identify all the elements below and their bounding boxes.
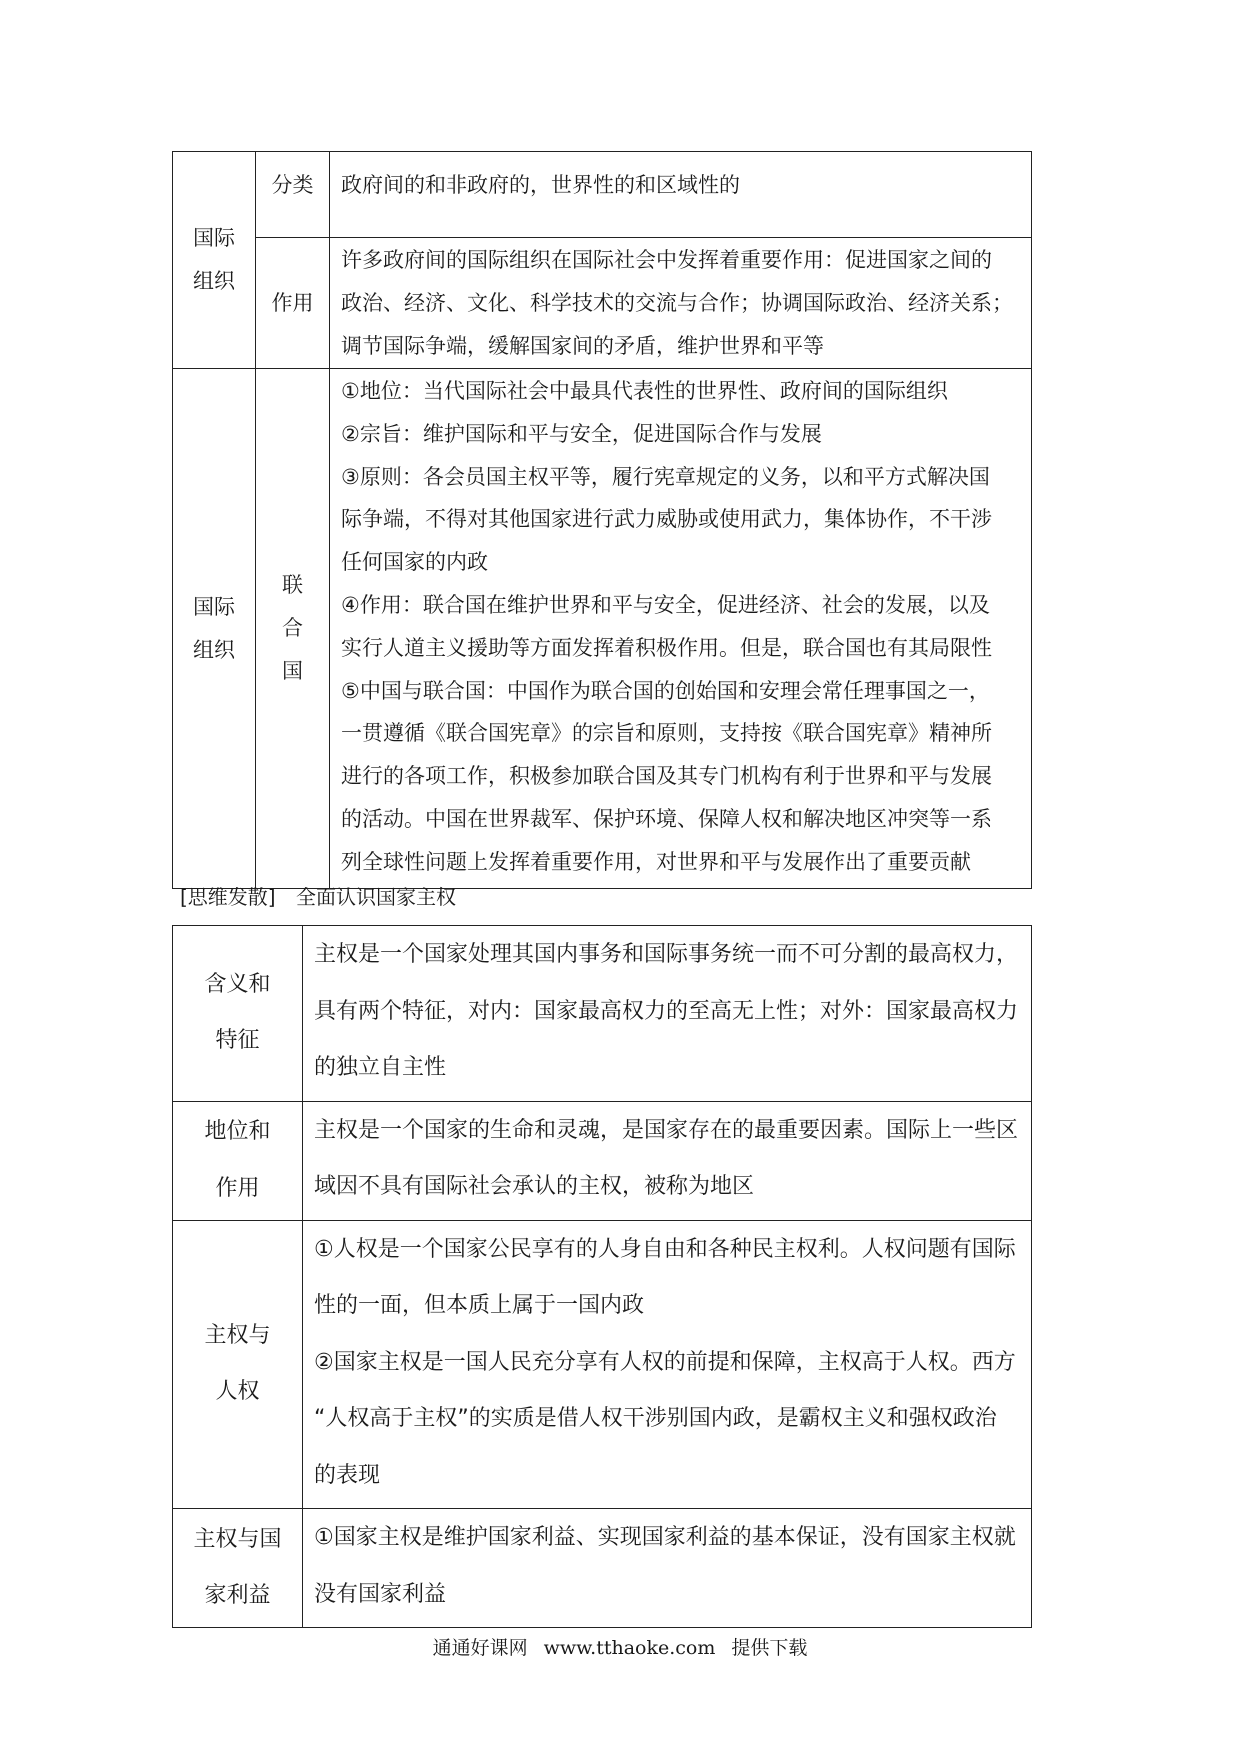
- function-text: 许多政府间的国际组织在国际社会中发挥着重要作用：促进国家之间的 政治、经济、文化、科学技术的交流与合作；协调国际政治、经济关系； 调节国际争端，缓解国家间的矛盾，维护世界和平等: [330, 238, 1032, 369]
- footer-site-name: 通通好课网: [432, 1637, 528, 1659]
- subheader-classification: 分类: [256, 152, 330, 238]
- subheader-function: 作用: [256, 238, 330, 369]
- row-header-intl-org-2: 国际 组织: [173, 369, 256, 889]
- row-header-meaning: 含义和 特征: [173, 926, 303, 1102]
- footer-url: www.tthaoke.com: [543, 1637, 716, 1659]
- footer-note: 提供下载: [731, 1637, 808, 1659]
- row-header-national-interest: 主权与国 家利益: [173, 1509, 303, 1628]
- page-footer: [0, 1633, 1240, 1660]
- caption-title: 全面认识国家主权: [295, 885, 456, 909]
- classification-text: 政府间的和非政府的，世界性的和区域性的: [330, 152, 1032, 238]
- human-rights-text: ①人权是一个国家公民享有的人身自由和各种民主权利。人权问题有国际 性的一面，但本质上属于一国内政 ②国家主权是一国人民充分享有人权的前提和保障，主权高于人权。西方 “人权高于主权”的实质是借人权干涉别国内政，是霸权主义和强权政治 的表现: [303, 1220, 1032, 1509]
- national-sovereignty-table: [172, 925, 1032, 1628]
- row-header-intl-org: 国际 组织: [173, 152, 256, 369]
- meaning-text: 主权是一个国家处理其国内事务和国际事务统一而不可分割的最高权力， 具有两个特征，对内：国家最高权力的至高无上性；对外：国家最高权力 的独立自主性: [303, 926, 1032, 1102]
- caption-tag: [思维发散]: [180, 885, 276, 909]
- section-caption: [180, 882, 456, 912]
- row-header-status: 地位和 作用: [173, 1101, 303, 1220]
- national-interest-text: ①国家主权是维护国家利益、实现国家利益的基本保证，没有国家主权就 没有国家利益: [303, 1509, 1032, 1628]
- row-header-human-rights: 主权与 人权: [173, 1220, 303, 1509]
- un-details-text: ①地位：当代国际社会中最具代表性的世界性、政府间的国际组织 ②宗旨：维护国际和平与安全，促进国际合作与发展 ③原则：各会员国主权平等，履行宪章规定的义务，以和平方式解决国 际争端，不得对其他国家进行武力威胁或使用武力，集体协作，不干涉 任何国家的内政 ④作用：联合国在维护世界和平与安全，促进经济、社会的发展，以及 实行人道主义援助等方面发挥着积极作用。但是，联合国也有其局限性 ⑤中国与联合国：中国作为联合国的创始国和安理会常任理事国之一， 一贯遵循《联合国宪章》的宗旨和原则，支持按《联合国宪章》精神所 进行的各项工作，积极参加联合国及其专门机构有利于世界和平与发展 的活动。中国在世界裁军、保护环境、保障人权和解决地区冲突等一系 列全球性问题上发挥着重要作用，对世界和平与发展作出了重要贡献: [330, 369, 1032, 889]
- subheader-un: 联 合 国: [256, 369, 330, 889]
- international-organizations-table: [172, 151, 1032, 889]
- status-text: 主权是一个国家的生命和灵魂，是国家存在的最重要因素。国际上一些区 域因不具有国际社会承认的主权，被称为地区: [303, 1101, 1032, 1220]
